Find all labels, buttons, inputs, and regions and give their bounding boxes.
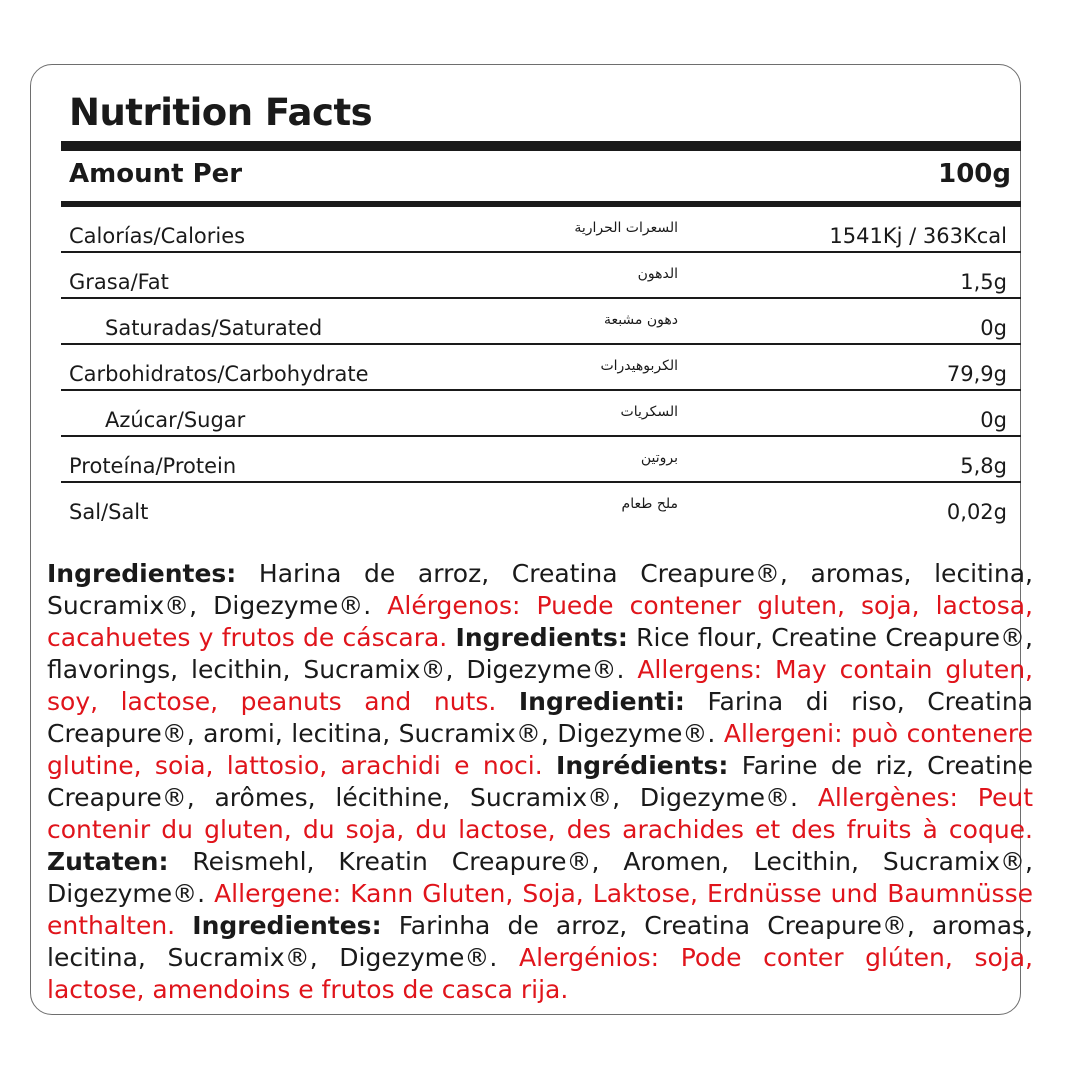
- thick-divider: [61, 141, 1021, 151]
- ingredients-heading-es: Ingredientes:: [47, 559, 237, 588]
- nutrition-facts-title: Nutrition Facts: [69, 91, 373, 134]
- ingredients-heading-pt: Ingredientes:: [192, 911, 382, 940]
- nutrient-label: Grasa/Fat: [69, 270, 169, 294]
- nutrient-row-sugar: [61, 391, 1021, 437]
- nutrient-row-calories: [61, 207, 1021, 253]
- nutrient-row-saturated: [61, 299, 1021, 345]
- ingredients-text-en: Rice flour, Creatine Creapure®, flavorings, lecithin, Sucramix®, Digezyme®.: [47, 623, 1033, 684]
- ingredients-heading-fr: Ingrédients:: [556, 751, 729, 780]
- nutrient-value: 1541Kj / 363Kcal: [829, 224, 1007, 248]
- nutrient-label: Saturadas/Saturated: [105, 316, 323, 340]
- nutrient-row-protein: [61, 437, 1021, 483]
- ingredients-text-pt: Farinha de arroz, Creatina Creapure®, aromas, lecitina, Sucramix®, Digezyme®.: [47, 911, 1034, 972]
- ingredients-text-es: Harina de arroz, Creatina Creapure®, aromas, lecitina, Sucramix®, Digezyme®.: [47, 559, 1033, 620]
- nutrient-value: 5,8g: [960, 454, 1007, 478]
- nutrient-value: 79,9g: [946, 362, 1007, 386]
- nutrient-table: [61, 207, 1021, 529]
- ingredients-text-it: Farina di riso, Creatina Creapure®, aromi, lecitina, Sucramix®, Digezyme®.: [47, 687, 1033, 748]
- ingredients-heading-de: Zutaten:: [47, 847, 169, 876]
- nutrient-row-fat: [61, 253, 1021, 299]
- nutrient-label-arabic: السعرات الحرارية: [574, 220, 678, 236]
- allergens-text-it: Allergeni: può contenere glutine, soia, lattosio, arachidi e noci.: [47, 719, 1034, 780]
- allergens-text-es: Alérgenos: Puede contener gluten, soja, lactosa, cacahuetes y frutos de cáscara.: [47, 591, 1033, 652]
- nutrient-row-salt: [61, 483, 1021, 529]
- amount-per-value: 100g: [938, 159, 1011, 189]
- nutrient-label-arabic: بروتين: [640, 450, 678, 466]
- allergens-text-en: Allergens: May contain gluten, soy, lactose, peanuts and nuts.: [47, 655, 1033, 716]
- allergens-text-pt: Alergénios: Pode conter glúten, soja, lactose, amendoins e frutos de casca rija.: [47, 943, 1033, 1004]
- nutrient-label-arabic: دهون مشبعة: [603, 312, 678, 328]
- nutrient-label-arabic: السكريات: [620, 404, 678, 420]
- nutrient-label-arabic: الكربوهيدرات: [600, 358, 678, 374]
- nutrient-label-arabic: الدهون: [637, 266, 678, 282]
- nutrient-value: 0g: [980, 408, 1007, 432]
- nutrient-label: Azúcar/Sugar: [105, 408, 246, 432]
- ingredients-heading-it: Ingredienti:: [518, 687, 685, 716]
- nutrient-value: 0g: [980, 316, 1007, 340]
- nutrition-label: [30, 64, 1034, 1015]
- ingredients-text-fr: Farine de riz, Creatine Creapure®, arômes, lécithine, Sucramix®, Digezyme®.: [47, 751, 1034, 812]
- allergens-text-de: Allergene: Kann Gluten, Soja, Laktose, Erdnüsse und Baumnüsse enthalten.: [47, 879, 1033, 940]
- nutrient-label: Sal/Salt: [69, 500, 149, 524]
- nutrient-label-arabic: ملح طعام: [621, 496, 678, 512]
- ingredients-text-de: Reismehl, Kreatin Creapure®, Aromen, Lecithin, Sucramix®, Digezyme®.: [47, 847, 1033, 908]
- amount-per-label: Amount Per: [69, 159, 243, 189]
- ingredients-paragraph: [47, 558, 1033, 1006]
- ingredients-heading-en: Ingredients:: [455, 623, 628, 652]
- nutrient-row-carbohydrate: [61, 345, 1021, 391]
- nutrient-label: Carbohidratos/Carbohydrate: [69, 362, 369, 386]
- amount-per-row: [69, 159, 1011, 189]
- nutrient-value: 0,02g: [946, 500, 1007, 524]
- nutrient-label: Proteína/Protein: [69, 454, 237, 478]
- allergens-text-fr: Allergènes: Peut contenir du gluten, du soja, du lactose, des arachides et des fruits à coque.: [47, 783, 1033, 844]
- nutrient-label: Calorías/Calories: [69, 224, 246, 248]
- nutrient-value: 1,5g: [960, 270, 1007, 294]
